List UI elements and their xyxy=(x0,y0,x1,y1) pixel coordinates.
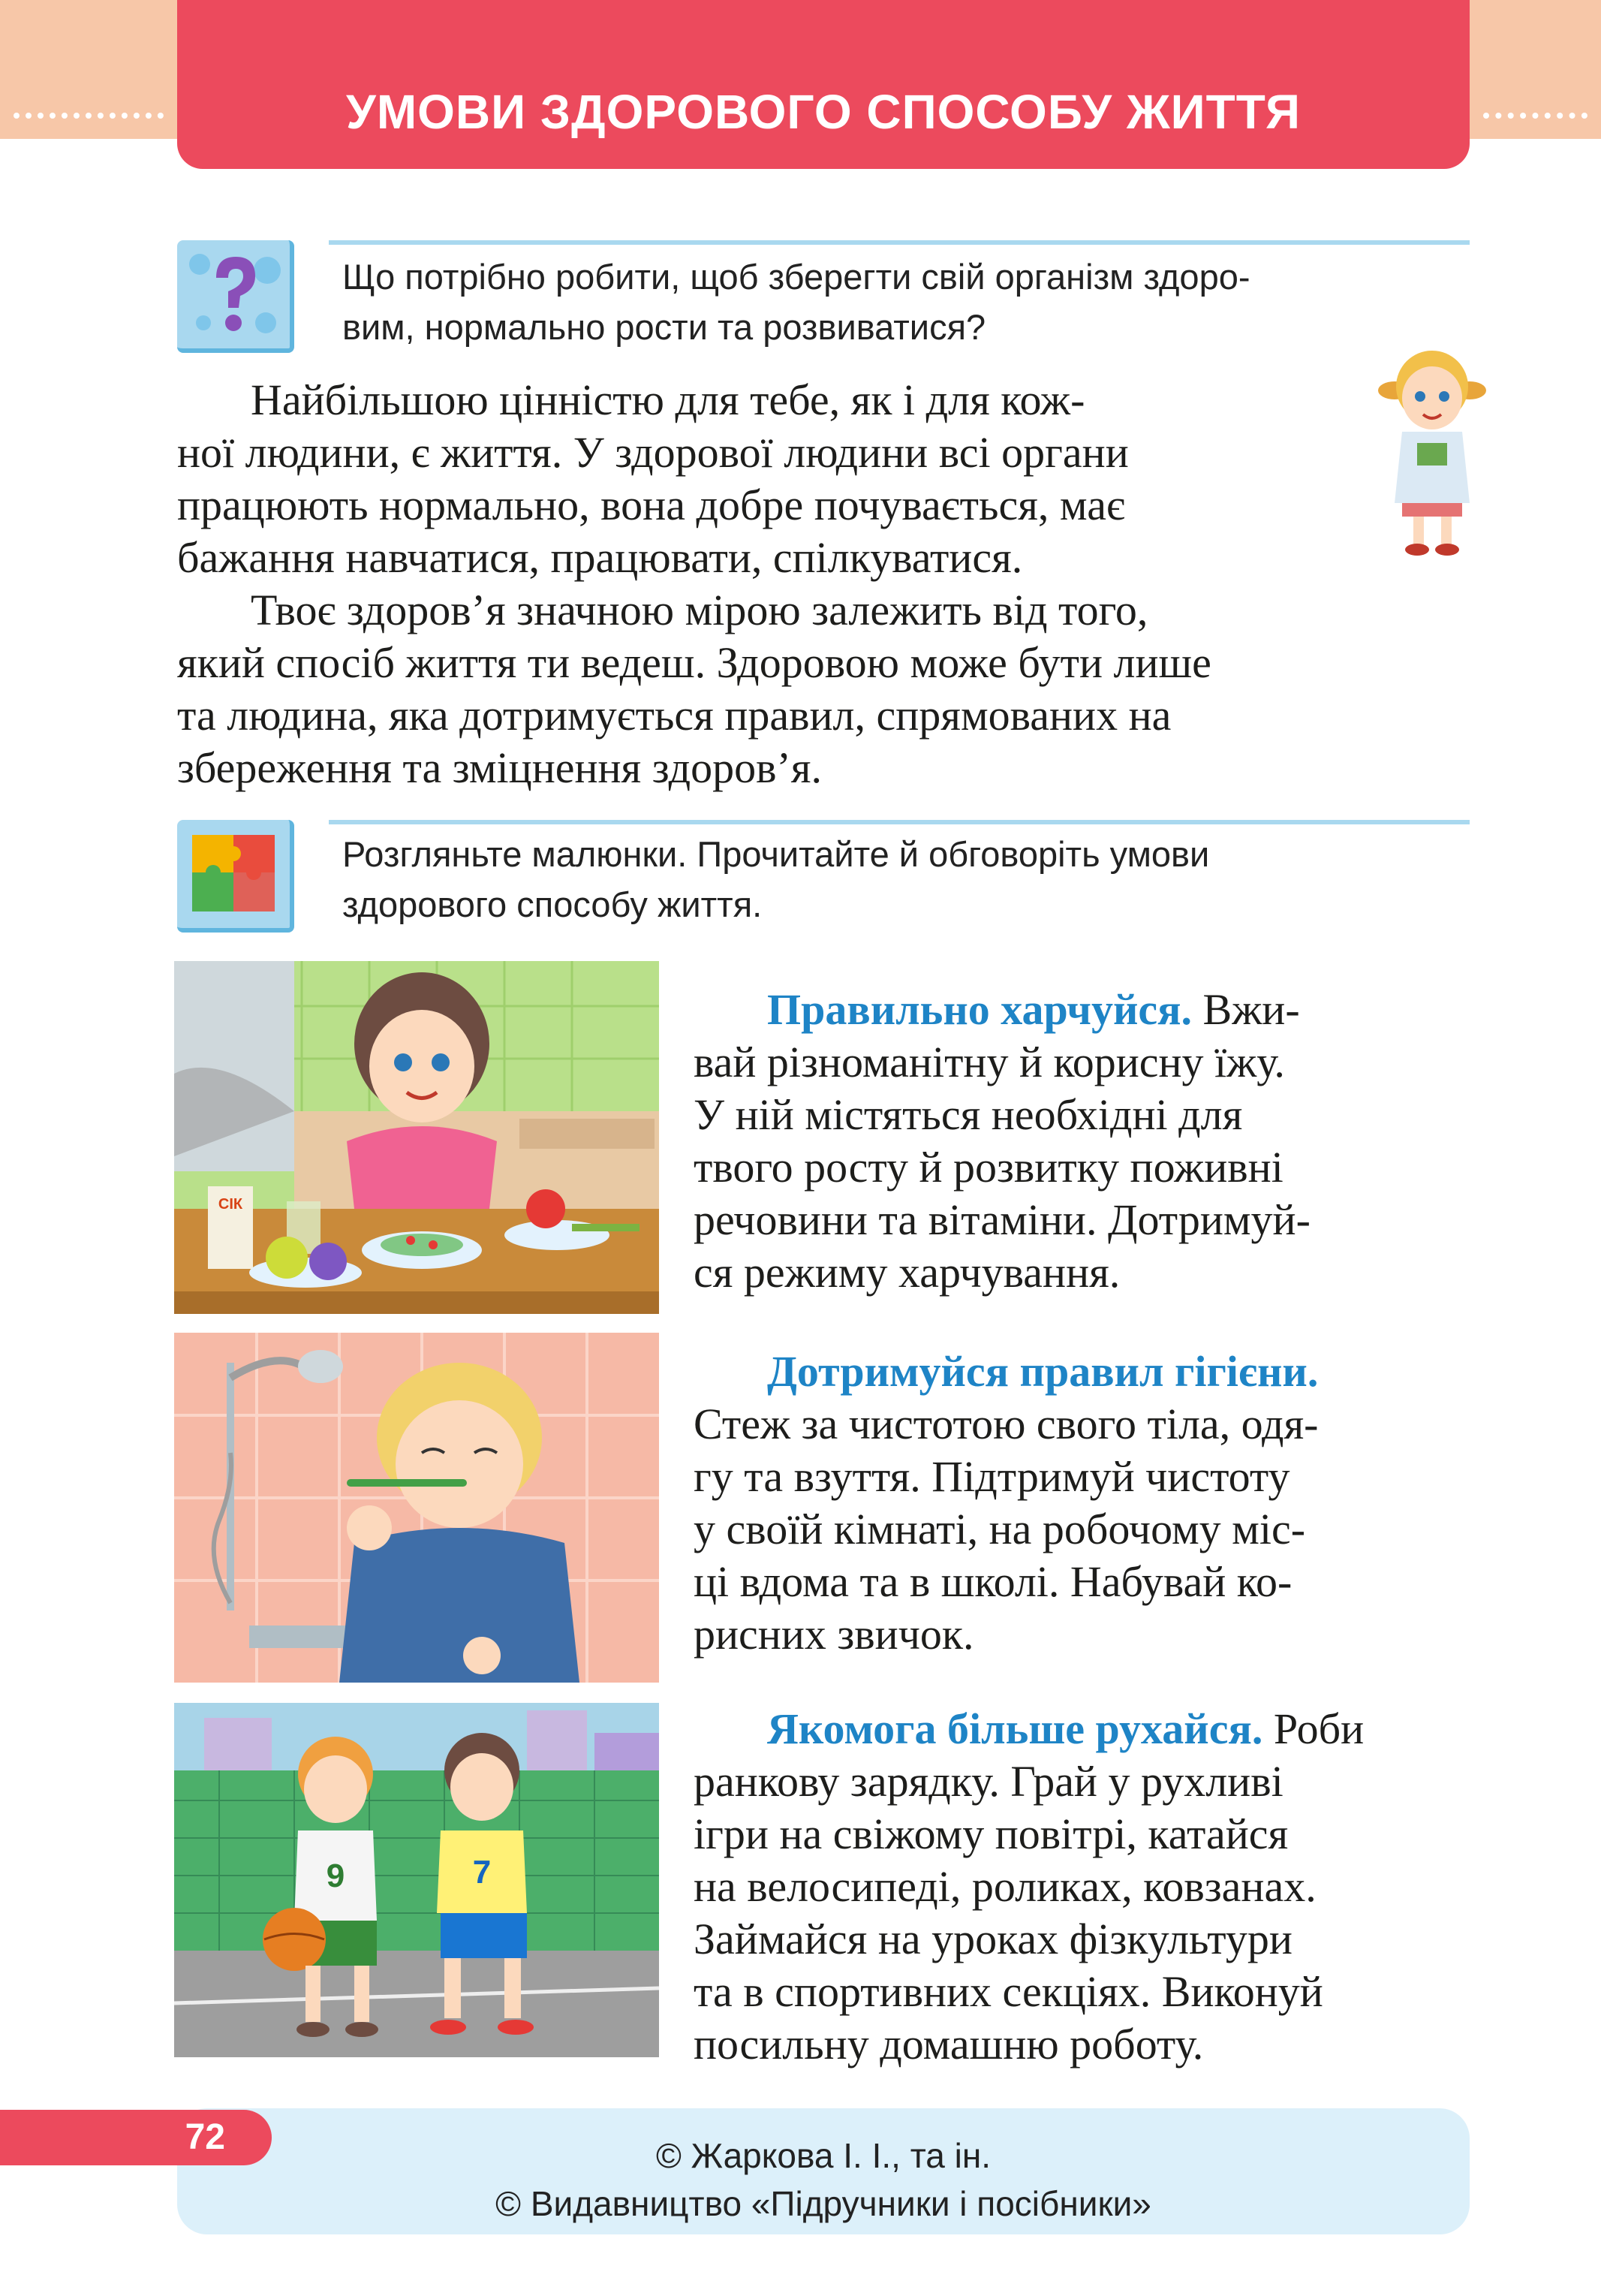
copyright-authors: © Жаркова І. І., та ін. xyxy=(655,2136,992,2175)
boy-brushing-teeth-illustration xyxy=(174,1333,659,1683)
intro-paragraph: Найбільшою цінністю для тебе, як і для кож- ної людини, є життя. У здорової людини всі органи працюють нормально, вона добре почувається, має бажання навчатися, працювати, спілкуватися. xyxy=(177,375,1129,582)
rule-nutrition: Правильно харчуйся. Вжи- вай різноманітну й корисну їжу. У ній містяться необхідні для твого росту й розвитку поживні речовини та вітаміни. Дотримуй- ся режиму харчування. xyxy=(694,985,1311,1297)
doctor-girl-illustration xyxy=(1372,330,1492,563)
header-banner xyxy=(177,0,1470,169)
divider-line xyxy=(329,820,1470,824)
rule-heading-nutrition: Правильно харчуйся. xyxy=(767,985,1193,1034)
girl-eating-illustration xyxy=(174,961,659,1314)
jersey-number-right: 7 xyxy=(472,1854,492,1891)
page-number-tab xyxy=(0,2110,272,2165)
boys-playing-basketball-illustration xyxy=(174,1703,659,2057)
page-title: УМОВИ ЗДОРОВОГО СПОСОБУ ЖИТТЯ xyxy=(346,85,1301,139)
question-mark-icon xyxy=(177,240,294,353)
footer-copyright-box xyxy=(177,2108,1470,2234)
header-side-band-right xyxy=(1470,0,1601,139)
copyright-publisher: © Видавництво «Підручники і посібники» xyxy=(495,2184,1151,2223)
juice-label: СІК xyxy=(218,1196,243,1213)
jersey-number-left: 9 xyxy=(326,1858,345,1894)
rule-heading-hygiene: Дотримуйся правил гігієни. xyxy=(767,1347,1319,1396)
lifestyle-paragraph: Твоє здоров’я значною мірою залежить від того, який спосіб життя ти ведеш. Здоровою може бути лише та людина, яка дотримується правил, спрямованих на збереження та зміцнення здоров’я. xyxy=(177,586,1211,792)
divider-line xyxy=(329,240,1470,245)
rule-activity: Якомога більше рухайся. Роби ранкову зарядку. Грай у рухливі ігри на свіжому повітрі, катайся на велосипеді, роликах, ковзанах. Займайся на уроках фізкультури та в спортивних секціях. Виконуй посильну домашню роботу. xyxy=(694,1704,1365,2069)
task-text: Розгляньте малюнки. Прочитайте й обговоріть умови здорового способу життя. xyxy=(342,834,1210,924)
puzzle-icon xyxy=(177,820,294,933)
rule-heading-activity: Якомога більше рухайся. xyxy=(767,1704,1263,1753)
rule-hygiene: Дотримуйся правил гігієни. Стеж за чистотою свого тіла, одя- гу та взуття. Підтримуй чистоту у своїй кімнаті, на робочому міс- ці вдома та в школі. Набувай ко- рисних звичок. xyxy=(694,1347,1319,1659)
header-side-band-left xyxy=(0,0,177,139)
page-number: 72 xyxy=(185,2117,225,2157)
question-text: Що потрібно робити, щоб зберегти свій організм здоро- вим, нормально рости та розвиватися? xyxy=(342,257,1250,347)
